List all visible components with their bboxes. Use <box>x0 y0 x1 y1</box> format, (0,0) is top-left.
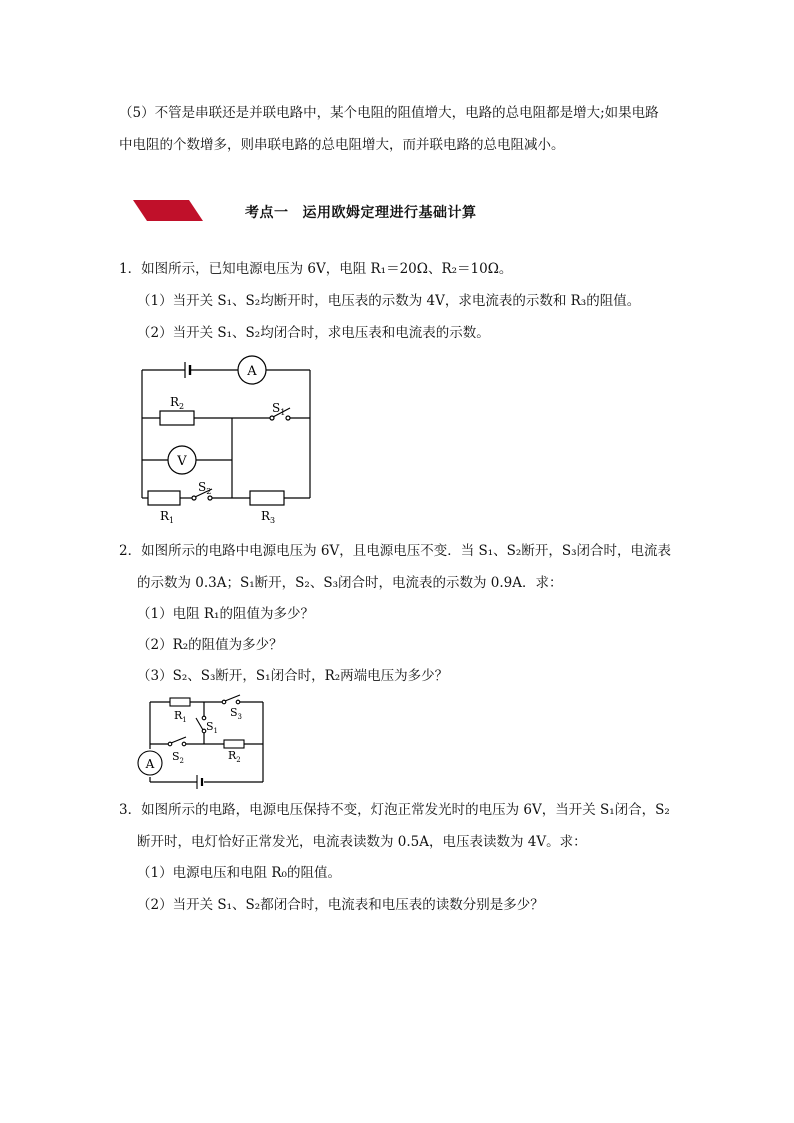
paragraph-5-line-2: 中电阻的个数增多，则串联电路的总电阻增大，而并联电路的总电阻减小。 <box>119 137 565 153</box>
svg-text:R1: $R_1$ <box>160 509 175 525</box>
q1-stem: 1．如图所示，已知电源电压为 6V，电阻 R₁＝20Ω、R₂＝10Ω。 <box>119 261 513 277</box>
q2-stem-line-2: 的示数为 0.3A；S₁断开，S₂、S₃闭合时，电流表的示数为 0.9A．求： <box>137 575 563 591</box>
q2-battery-icon <box>197 775 202 789</box>
svg-text:S2: $S_2$ <box>198 480 212 496</box>
section-heading <box>245 202 491 222</box>
section-label: 考点一 <box>245 205 289 221</box>
svg-text:S1: $S_1$ <box>272 401 286 417</box>
q2-switch-s1-icon <box>196 716 206 733</box>
q2-part2: （2）R₂的阻值为多少？ <box>137 637 283 653</box>
q1-ammeter-label: A <box>247 364 257 379</box>
q3-stem-line-1: 3．如图所示的电路，电源电压保持不变，灯泡正常发光时的电压为 6V，当开关 S₁闭合，S₂ <box>119 802 670 818</box>
q2-r2-resistor <box>224 740 244 748</box>
q2-circuit-diagram <box>132 692 272 792</box>
q2-part1: （1）电阻 R₁的阻值为多少？ <box>137 606 314 622</box>
q1-r1-resistor <box>148 491 180 505</box>
svg-text:S3: $S_3$ <box>230 706 243 721</box>
q2-switch-s2-icon <box>168 737 186 746</box>
q2-ammeter-label: A <box>145 757 155 771</box>
q1-battery-icon <box>185 362 190 378</box>
q3-part1: （1）电源电压和电阻 R₀的阻值。 <box>137 865 341 881</box>
q1-part2: （2）当开关 S₁、S₂均闭合时，求电压表和电流表的示数。 <box>137 325 490 341</box>
svg-text:R3: $R_3$ <box>261 509 276 525</box>
svg-text:R2: $R_2$ <box>228 749 241 764</box>
svg-text:S2: $S_2$ <box>172 750 185 765</box>
section-title: 运用欧姆定理进行基础计算 <box>302 205 477 221</box>
q3-stem-line-2: 断开时，电灯恰好正常发光，电流表读数为 0.5A，电压表读数为 4V。求： <box>137 834 587 850</box>
svg-text:S1: $S_1$ <box>206 720 219 735</box>
q3-part2: （2）当开关 S₁、S₂都闭合时，电流表和电压表的读数分别是多少？ <box>137 897 544 913</box>
svg-text:R1: $R_1$ <box>174 709 187 724</box>
paragraph-5-line-1: （5）不管是串联还是并联电路中，某个电阻的阻值增大，电路的总电阻都是增大;如果电路 <box>119 105 659 121</box>
q1-circuit-diagram <box>130 352 320 528</box>
q2-switch-s3-icon <box>222 695 240 704</box>
q1-r3-resistor <box>250 491 284 505</box>
q2-part3: （3）S₂、S₃断开，S₁闭合时，R₂两端电压为多少？ <box>137 668 449 684</box>
q2-r1-resistor <box>170 698 190 706</box>
svg-text:R2: $R_2$ <box>170 395 185 411</box>
q2-stem-line-1: 2．如图所示的电路中电源电压为 6V，且电源电压不变．当 S₁、S₂断开，S₃闭合时，电流表 <box>119 543 671 559</box>
q1-voltmeter-label: V <box>177 454 187 469</box>
q1-part1: （1）当开关 S₁、S₂均断开时，电压表的示数为 4V，求电流表的示数和 R₃的阻值。 <box>137 293 641 309</box>
q1-r2-resistor <box>160 411 194 425</box>
section-banner <box>133 200 203 221</box>
